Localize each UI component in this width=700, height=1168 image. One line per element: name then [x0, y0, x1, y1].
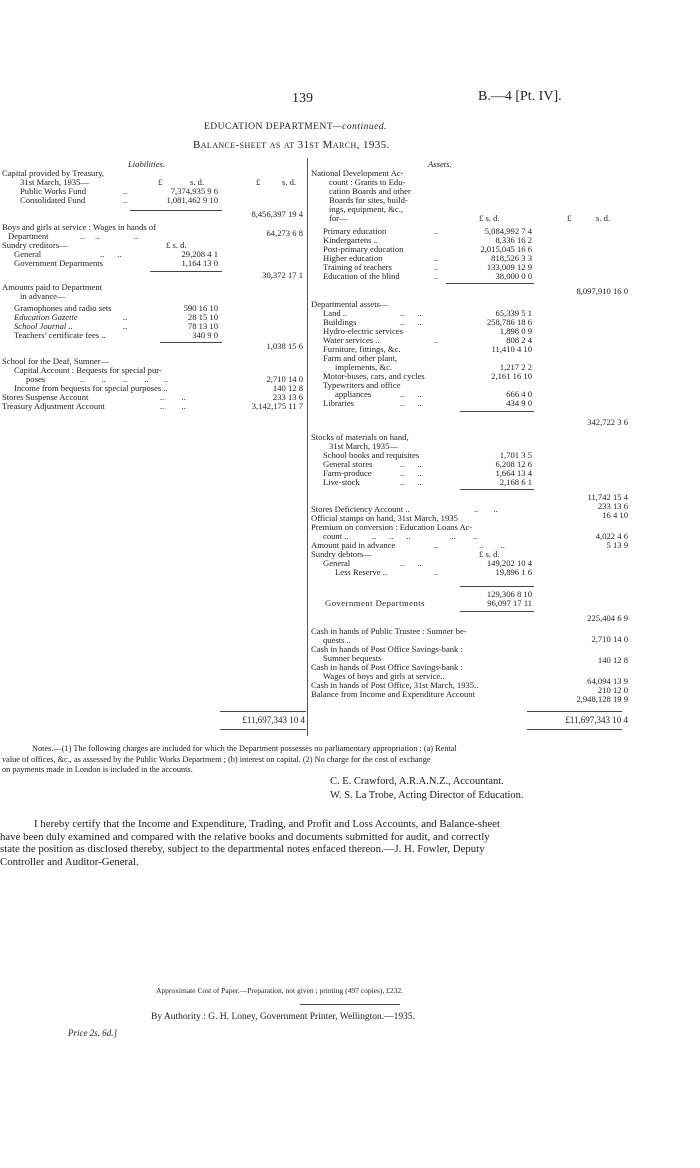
- treasury-value: 3,142,175 11 7: [251, 401, 303, 411]
- notes-line1: Notes.—(1) The following charges are included for which the Department possesses no parliamentary appropriation : (a) Rental: [32, 744, 457, 753]
- certificate-line2: have been duly examined and compared with the relative books and documents submitted for audit, and correctly: [0, 830, 490, 843]
- dept-value-3: 808 2 4: [506, 335, 532, 345]
- ndf-item-4: Training of teachers: [323, 262, 392, 272]
- continued-label: —continued.: [333, 122, 387, 132]
- ndf-item-0: Primary education: [323, 226, 387, 236]
- stocks-value-0: 1,701 3 5: [499, 450, 532, 460]
- sundry-gov-value: 1,164 13 0: [181, 258, 218, 268]
- debtors-general-value: 149,202 10 4: [486, 558, 532, 568]
- advance-item-3: Teachers’ certificate fees ..: [14, 330, 106, 340]
- rule: [460, 611, 534, 612]
- ndf-value-3: 818,526 3 3: [491, 253, 532, 263]
- advance-item-0: Gramophones and radio sets: [14, 303, 112, 313]
- debtors-total: 225,404 6 9: [587, 613, 628, 623]
- premium-line2: count ..: [323, 531, 349, 541]
- dept-assets-heading: Departmental assets—: [311, 299, 389, 309]
- column-divider: [307, 158, 308, 736]
- dept-value-4: 11,410 4 10: [491, 344, 532, 354]
- dept-item-10: Libraries: [323, 398, 355, 408]
- cf-value: 1,081,462 9 10: [166, 195, 218, 205]
- dept-value-0: 65,339 5 1: [495, 308, 532, 318]
- sundry-col-header: £ s. d.: [166, 240, 187, 250]
- pos2-line2: Wages of boys and girls at service..: [323, 671, 445, 681]
- rule: [220, 711, 306, 712]
- capital-line2: 31st March, 1935—: [20, 177, 89, 187]
- deficiency-label: Stores Deficiency Account ..: [311, 504, 410, 514]
- rule: [460, 489, 534, 490]
- dept-value-7: 2,161 16 10: [491, 371, 532, 381]
- cost-of-paper: Approximate Cost of Paper.—Preparation, not given ; printing (497 copies), £232.: [156, 986, 404, 995]
- sundry-total: 30,372 17 1: [262, 270, 303, 280]
- document-reference: B.—4 [Pt. IV].: [478, 89, 562, 104]
- stocks-item-1: General stores: [323, 459, 373, 469]
- rule: [160, 342, 222, 343]
- dept-item-5: Farm and other plant,: [323, 353, 397, 363]
- ndf-item-3: Higher education: [323, 253, 383, 263]
- col-header-pound2: £: [256, 177, 261, 187]
- rule: [460, 411, 534, 412]
- trustee-line1: Cash in hands of Public Trustee : Sumner be-: [311, 626, 467, 636]
- dept-item-0: Land ..: [323, 308, 348, 318]
- pos2-line1: Cash in hands of Post Office Savings-bank :: [311, 662, 463, 672]
- advance-value-2: 78 13 10: [187, 321, 218, 331]
- stamps-label: Official stamps on hand, 31st March, 1935: [311, 513, 458, 523]
- rule: [220, 729, 306, 730]
- ndf-outer-hdr-pound: £: [567, 213, 572, 223]
- dept-item-1: Buildings: [323, 317, 357, 327]
- rule: [527, 711, 622, 712]
- stamps-value: 16 4 10: [602, 510, 628, 520]
- debtors-subtotal: 129,306 8 10: [486, 589, 532, 599]
- debtors-reserve-label: Less Reserve ..: [335, 567, 388, 577]
- ndf-item-1: Kindergartens ..: [323, 235, 378, 245]
- advance-item-1: Education Gazette: [14, 312, 78, 322]
- department-name: EDUCATION DEPARTMENT: [204, 122, 334, 132]
- footer-rule: [300, 1004, 400, 1005]
- debtors-reserve-value: 19,896 1 6: [495, 567, 532, 577]
- rule: [150, 271, 222, 272]
- stocks-item-0: School books and requisites: [323, 450, 420, 460]
- liabilities-grand-total: £11,697,343 10 4: [242, 715, 305, 725]
- ndf-item-5: Education of the blind: [323, 271, 400, 281]
- pos1-value: 140 12 8: [597, 655, 628, 665]
- trustee-line2: quests ..: [323, 635, 351, 645]
- deaf-capital-value: 2,710 14 0: [266, 374, 303, 384]
- boys-line1: Boys and girls at service : Wages in hands of: [2, 222, 157, 232]
- advance-total: 1,038 15 6: [266, 341, 303, 351]
- certificate-line3: state the position as disclosed thereby, subject to the departmental notes enfaced thereon.—J. H. Fowler, Deputy: [0, 843, 485, 856]
- ndf-total: 8,097,910 16 0: [576, 286, 628, 296]
- stocks-value-1: 6,208 12 6: [495, 459, 532, 469]
- dept-item-7: Motor-buses, cars, and cycles: [323, 371, 425, 381]
- balance-label: Balance from Income and Expenditure Account: [311, 689, 475, 699]
- advance-value-3: 340 9 0: [192, 330, 218, 340]
- printing-authority: By Authority : G. H. Loney, Government Printer, Wellington.—1935.: [151, 1012, 416, 1022]
- pwf-label: Public Works Fund: [20, 186, 86, 196]
- notes-line3: on payments made in London is included in the accounts.: [2, 765, 193, 774]
- ndf-value-1: 8,336 16 2: [495, 235, 532, 245]
- stocks-line1: Stocks of materials on hand,: [311, 432, 409, 442]
- page-number: 139: [292, 91, 313, 106]
- suspense-label: Stores Suspense Account: [2, 392, 89, 402]
- dept-value-2: 1,898 0 9: [499, 326, 532, 336]
- pos1-line1: Cash in hands of Post Office Savings-bank :: [311, 644, 463, 654]
- ndf-value-0: 5,084,992 7 4: [484, 226, 532, 236]
- dept-value-9: 666 4 0: [506, 389, 532, 399]
- stocks-line2: 31st March, 1935—: [329, 441, 398, 451]
- advance-line1: Amounts paid to Department: [2, 282, 103, 292]
- ndf-value-4: 133,009 12 9: [486, 262, 532, 272]
- deaf-income-value: 140 12 8: [272, 383, 303, 393]
- rule: [130, 210, 222, 211]
- rule: [446, 283, 534, 284]
- col-header-pound: £: [158, 177, 163, 187]
- dept-value-1: 258,786 18 6: [486, 317, 532, 327]
- assets-grand-total: £11,697,343 10 4: [565, 715, 628, 725]
- debtors-general-label: General: [323, 558, 351, 568]
- dept-value-10: 434 9 0: [506, 398, 532, 408]
- debtors-col-header: £ s. d.: [479, 549, 500, 559]
- sundry-gov-label: Government Departments: [14, 258, 104, 268]
- deficiency-value: 233 13 6: [597, 501, 628, 511]
- advance-value-1: 28 15 10: [187, 312, 218, 322]
- dept-item-2: Hydro-electric services: [323, 326, 403, 336]
- premium-line1: Premium on conversion : Education Loans Ac-: [311, 522, 473, 532]
- deaf-line2: Capital Account : Bequests for special pur-: [14, 365, 162, 375]
- deaf-line4: Income from bequests for special purposes ..: [14, 383, 168, 393]
- advance-line2: in advance—: [20, 291, 66, 301]
- ndf-line-0: National Development Ac-: [311, 168, 404, 178]
- boys-total: 64,273 6 8: [266, 228, 303, 238]
- dept-total: 342,722 3 6: [587, 417, 628, 427]
- pos2-value: 64,094 13 9: [587, 676, 628, 686]
- signature-director: W. S. La Trobe, Acting Director of Education.: [330, 790, 524, 801]
- suspense-value: 233 13 6: [272, 392, 303, 402]
- dept-item-4: Furniture, fittings, &c.: [323, 344, 401, 354]
- sundry-general-label: General: [14, 249, 42, 259]
- col-header-sd2: s. d.: [282, 177, 297, 187]
- advance-paid-label: Amount paid in advance: [311, 540, 396, 550]
- balance-value: 2,948,128 19 9: [576, 694, 628, 704]
- ndf-item-2: Post-primary education: [323, 244, 404, 254]
- assets-heading: Assets.: [428, 159, 452, 169]
- advance-paid-value: 5 13 9: [606, 540, 628, 550]
- stocks-total: 11,742 15 4: [587, 492, 628, 502]
- audit-certificate: [0, 818, 500, 868]
- advance-value-0: 590 16 10: [183, 303, 218, 313]
- ndf-line-1: count : Grants to Edu-: [329, 177, 406, 187]
- dept-item-8: Typewriters and office: [323, 380, 401, 390]
- dept-item-6: implements, &c.: [335, 362, 393, 372]
- certificate-line1: I hereby certify that the Income and Expenditure, Trading, and Profit and Loss Accounts, and Balance-sheet: [34, 818, 500, 830]
- ndf-value-2: 2,015,045 16 6: [480, 244, 532, 254]
- debtors-gov-value: 96,097 17 11: [487, 598, 532, 608]
- po-label: Cash in hands of Post Office, 31st March, 1935..: [311, 680, 479, 690]
- ndf-line-2: cation Boards and other: [329, 186, 411, 196]
- ndf-line-4: ings, equipment, &c.,: [329, 204, 403, 214]
- pos1-line2: Sumner bequests: [323, 653, 382, 663]
- stocks-value-2: 1,664 13 4: [495, 468, 532, 478]
- treasury-label: Treasury Adjustment Account: [2, 401, 105, 411]
- deaf-line1: School for the Deaf, Sumner—: [2, 356, 110, 366]
- price: Price 2s. 6d.]: [68, 1028, 117, 1038]
- sundry-line1: Sundry creditors—: [2, 240, 68, 250]
- stocks-item-2: Farm-produce: [323, 468, 372, 478]
- po-value: 210 12 0: [597, 685, 628, 695]
- ndf-col-header: £ s. d.: [479, 213, 500, 223]
- department-title: [204, 122, 387, 132]
- trustee-value: 2,710 14 0: [591, 634, 628, 644]
- signature-accountant: C. E. Crawford, A.R.A.N.Z., Accountant.: [330, 776, 504, 787]
- stocks-item-3: Live-stock: [323, 477, 360, 487]
- capital-total: 8,456,397 19 4: [251, 209, 303, 219]
- ndf-outer-hdr-sd: s. d.: [596, 213, 611, 223]
- liabilities-heading: Liabilities.: [128, 159, 166, 169]
- stocks-value-3: 2,168 6 1: [499, 477, 532, 487]
- dept-item-3: Water services ..: [323, 335, 380, 345]
- notes-line2: value of offices, &c., as assessed by the Public Works Department ; (b) interest on capital. (2) No charge for the cost of exchange: [2, 754, 431, 764]
- debtors-line1: Sundry debtors—: [311, 549, 372, 559]
- notes: [2, 744, 457, 776]
- pwf-value: 7,374,935 9 6: [170, 186, 218, 196]
- premium-value: 4,022 4 6: [595, 531, 628, 541]
- ndf-line-5: for—: [329, 213, 348, 223]
- rule: [527, 729, 622, 730]
- ndf-line-3: Boards for sites, build-: [329, 195, 408, 205]
- balance-sheet-title: Balance-sheet as at 31st March, 1935.: [193, 139, 390, 151]
- cf-label: Consolidated Fund: [20, 195, 86, 205]
- debtors-gov-label: Government Departments: [325, 598, 426, 608]
- advance-item-2: School Journal ..: [14, 321, 73, 331]
- boys-line2: Department: [8, 231, 49, 241]
- col-header-sd: s. d.: [190, 177, 205, 187]
- sundry-general-value: 29,208 4 1: [181, 249, 218, 259]
- dept-value-6: 1,217 2 2: [499, 362, 532, 372]
- dept-item-9: appliances: [335, 389, 372, 399]
- capital-line1: Capital provided by Treasury,: [2, 168, 105, 178]
- deaf-line3: poses: [26, 374, 46, 384]
- certificate-line4: Controller and Auditor-General.: [0, 855, 139, 868]
- ndf-value-5: 38,000 0 0: [495, 271, 532, 281]
- rule: [460, 586, 534, 587]
